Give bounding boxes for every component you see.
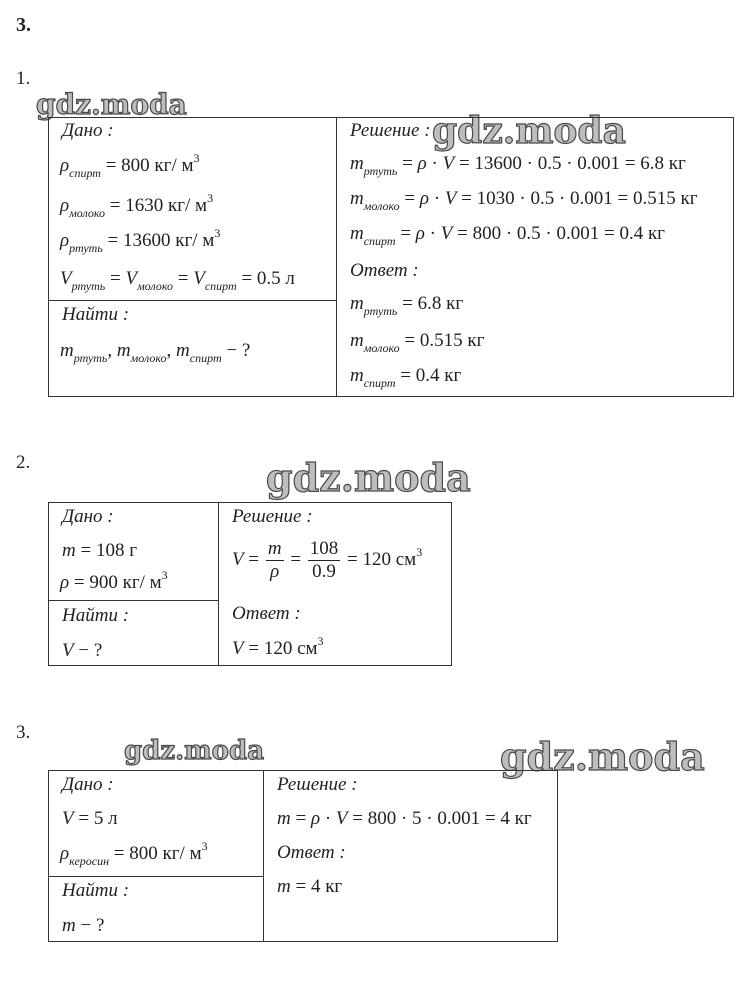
problem-2-given-title: Дано : bbox=[62, 506, 114, 527]
problem-1-find-expression: $m_{ртуть}$, $m_{молоко}$, $m_{спирт}$ − ? bbox=[60, 340, 251, 365]
problem-1-given-rho-milk: $\rho_{молоко} = 1630$ кг/ $м^3$ bbox=[60, 191, 214, 220]
problem-1-number: 1. bbox=[16, 68, 31, 89]
problem-1-find-divider bbox=[48, 300, 336, 301]
problem-3-find-divider bbox=[48, 876, 263, 877]
watermark-1: gdz.moda bbox=[36, 88, 187, 121]
problem-1-answer-title: Ответ : bbox=[350, 260, 419, 281]
problem-1-answer-milk: $m_{молоко} = 0.515$ кг bbox=[350, 330, 485, 355]
problem-3-solution-title: Решение : bbox=[277, 774, 358, 795]
problem-2-number: 2. bbox=[16, 452, 31, 473]
problem-3-answer-title: Ответ : bbox=[277, 842, 346, 863]
problem-1-solution-title: Решение : bbox=[350, 120, 431, 141]
problem-3-divider bbox=[263, 770, 264, 942]
problem-3-find-title: Найти : bbox=[62, 880, 130, 901]
page-heading: 3. bbox=[16, 14, 31, 36]
problem-3-find-expression: m − ? bbox=[62, 915, 105, 936]
problem-1-given-volumes: $V_{ртуть} = V_{молоко} = V_{спирт} = 0.5$ л bbox=[60, 268, 295, 293]
problem-2-solution-formula: V = $\frac{m}{\rho}$ = $\frac{108}{0.9}$ = 120 $см^3$ bbox=[232, 538, 423, 582]
problem-2-divider bbox=[218, 502, 219, 666]
problem-3-answer-value: m = 4 кг bbox=[277, 876, 343, 897]
problem-1-solution-line-3: $m_{спирт} = \rho \cdot V = 800 \cdot 0.5 \cdot 0.001 = 0.4$ кг bbox=[350, 223, 665, 248]
problem-2-answer-title: Ответ : bbox=[232, 603, 301, 624]
problem-1-solution-line-1: $m_{ртуть} = \rho \cdot V = 13600 \cdot 0.5 \cdot 0.001 = 6.8$ кг bbox=[350, 153, 686, 178]
problem-1-given-rho-mercury: $\rho_{ртуть} = 13600$ кг/ $м^3$ bbox=[60, 226, 221, 255]
problem-3-solution-formula: m = ρ · V = 800 · 5 · 0.001 = 4 кг bbox=[277, 808, 532, 829]
problem-2-solution-title: Решение : bbox=[232, 506, 313, 527]
watermark-4: gdz.moda bbox=[124, 736, 265, 766]
watermark-2: gdz.moda bbox=[432, 110, 626, 152]
problem-2-answer-value: V = 120 $см^3$ bbox=[232, 634, 324, 659]
problem-3-number: 3. bbox=[16, 722, 31, 743]
problem-1-find-title: Найти : bbox=[62, 304, 130, 325]
problem-2-given-density: ρ = 900 кг/ $м^3$ bbox=[60, 568, 168, 593]
problem-3-given-title: Дано : bbox=[62, 774, 114, 795]
problem-2-find-expression: V − ? bbox=[62, 640, 103, 661]
problem-2-given-mass: m = 108 г bbox=[62, 540, 137, 561]
watermark-5: gdz.moda bbox=[500, 734, 705, 779]
problem-3-given-volume: V = 5 л bbox=[62, 808, 118, 829]
problem-1-given-title: Дано : bbox=[62, 120, 114, 141]
watermark-3: gdz.moda bbox=[266, 455, 471, 500]
problem-1-solution-line-2: $m_{молоко} = \rho \cdot V = 1030 \cdot 0.5 \cdot 0.001 = 0.515$ кг bbox=[350, 188, 698, 213]
problem-1-answer-mercury: $m_{ртуть} = 6.8$ кг bbox=[350, 293, 464, 318]
problem-2-find-title: Найти : bbox=[62, 605, 130, 626]
problem-2-find-divider bbox=[48, 600, 218, 601]
problem-1-given-rho-alcohol: $\rho_{спирт} = 800$ кг/ $м^3$ bbox=[60, 151, 200, 180]
problem-3-given-density: $\rho_{керосин} = 800$ кг/ $м^3$ bbox=[60, 839, 208, 868]
problem-1-answer-alcohol: $m_{спирт} = 0.4$ кг bbox=[350, 365, 462, 390]
problem-1-divider bbox=[336, 117, 337, 397]
